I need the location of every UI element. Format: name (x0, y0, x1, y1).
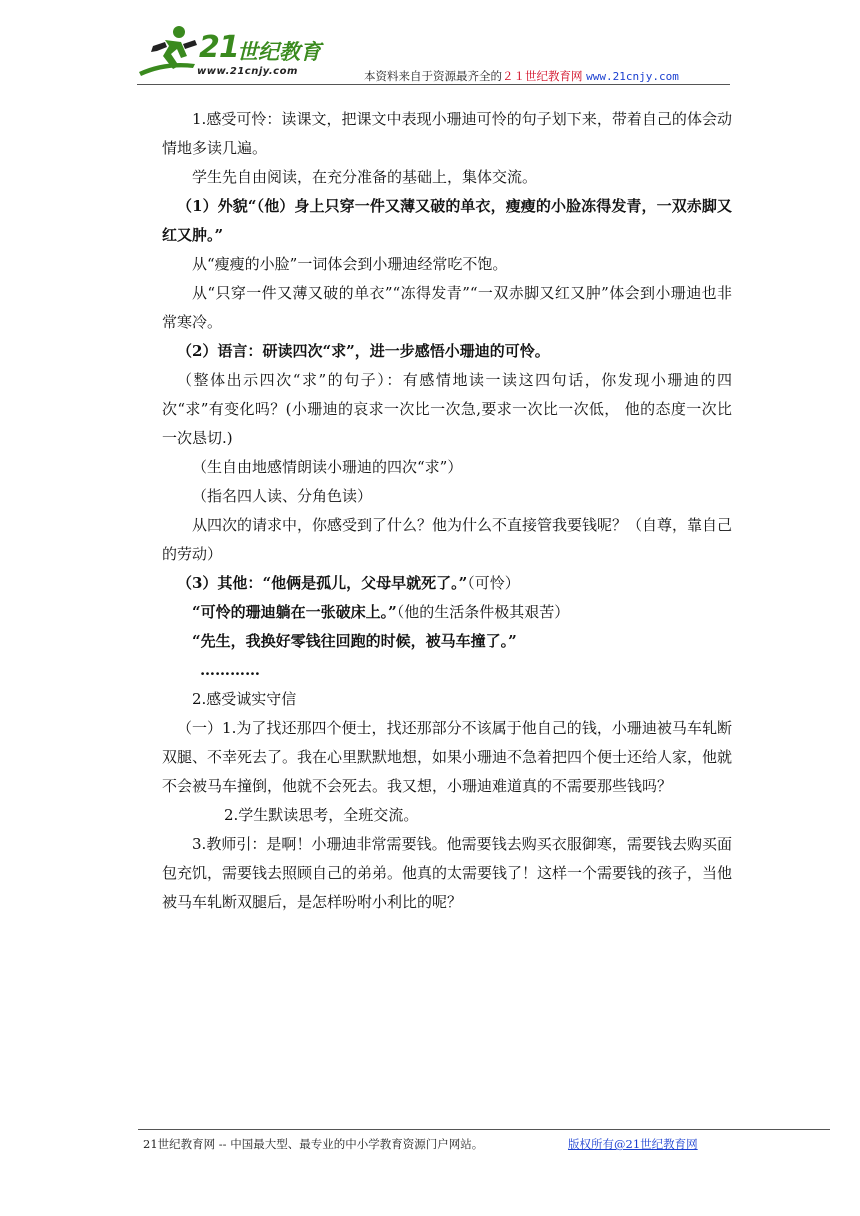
footer-text: 21世纪教育网 -- 中国最大型、最专业的中小学教育资源门户网站。 (143, 1137, 484, 1151)
runner-logo-icon (135, 22, 205, 80)
section-heading: 2.感受诚实守信 (192, 690, 297, 708)
paragraph: 从“瘦瘦的小脸”一词体会到小珊迪经常吃不饱。 (192, 255, 508, 273)
paragraph: 3.教师引：是啊！小珊迪非常需要钱。他需要钱去购买衣服御寒，需要钱去购买面包充饥，需要钱去照顾自己的弟弟。他真的太需要钱了！这样一个需要钱的孩子，当他被马车轧断双腿后，是怎样吩咐小利比的呢？ (162, 835, 733, 911)
paragraph: 从“只穿一件又薄又破的单衣”“冻得发青”“一双赤脚又红又肿”体会到小珊迪也非常寒冷。 (162, 284, 732, 331)
tagline-url-link[interactable]: www.21cnjy.com (586, 70, 679, 83)
footer-divider (138, 1129, 830, 1130)
paragraph: 从四次的请求中，你感受到了什么？他为什么不直接管我要钱呢？（自尊，靠自己的劳动） (162, 516, 733, 563)
paragraph: （指名四人读、分角色读） (192, 487, 373, 505)
document-body (162, 105, 732, 917)
page-header (135, 22, 730, 84)
paragraph: 学生先自由阅读，在充分准备的基础上，集体交流。 (192, 168, 538, 186)
copyright-link[interactable]: 版权所有@21世纪教育网 (568, 1137, 698, 1151)
paragraph-bold: （2）语言：研读四次“求”，进一步感悟小珊迪的可怜。 (177, 342, 550, 360)
paragraph: （整体出示四次“求”的句子）：有感情地读一读这四句话，你发现小珊迪的四次“求”有变化吗？(小珊迪的哀求一次比一次急,要求一次比一次低， 他的态度一次比一次恳切.) (162, 371, 732, 447)
paragraph: （生自由地感情朗读小珊迪的四次“求”） (192, 458, 463, 476)
paragraph: 2.学生默读思考，全班交流。 (224, 806, 419, 824)
header-tagline (364, 68, 679, 84)
quote-bold: （3）其他：“他俩是孤儿，父母早就死了。” (177, 574, 468, 592)
logo-number: 21 (199, 30, 239, 65)
quote-note: （他的生活条件极其艰苦） (396, 603, 570, 621)
paragraph-bold: （1）外貌“（他）身上只穿一件又薄又破的单衣，瘦瘦的小脸冻得发青，一双赤脚又红又肿。” (162, 197, 732, 244)
paragraph: （一）1.为了找还那四个便士，找还那部分不该属于他自己的钱，小珊迪被马车轧断双腿、不幸死去了。我在心里默默地想，如果小珊迪不急着把四个便士还给人家，他就不会被马车撞倒，他就不会死去。我又想，小珊迪难道真的不需要那些钱吗？ (162, 719, 733, 795)
ellipsis-line: ………… (200, 661, 260, 679)
quote-bold: “可怜的珊迪躺在一张破床上。” (192, 603, 397, 621)
paragraph: 1.感受可怜：读课文，把课文中表现小珊迪可怜的句子划下来，带着自己的体会动情地多读几遍。 (162, 110, 732, 157)
tagline-site-link[interactable]: ２１世纪教育网 (502, 69, 583, 83)
paragraph (162, 569, 732, 598)
site-logo[interactable] (135, 22, 335, 82)
header-divider (137, 84, 730, 85)
logo-url: www.21cnjy.com (197, 66, 298, 77)
quote-note: （可怜） (467, 574, 520, 592)
paragraph-bold: “先生，我换好零钱往回跑的时候，被马车撞了。” (192, 632, 517, 650)
paragraph (162, 598, 732, 627)
tagline-prefix: 本资料来自于资源最齐全的 (364, 69, 502, 83)
logo-text: 世纪教育 (237, 40, 321, 64)
